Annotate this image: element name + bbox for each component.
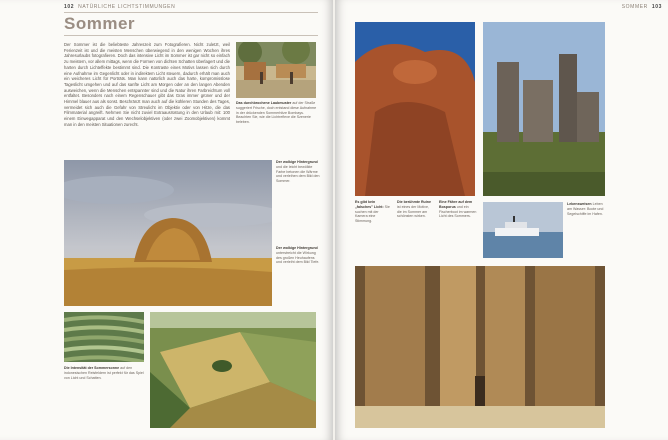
castle-photo [483,22,605,196]
right-page [335,0,668,440]
top-rule [64,12,318,13]
terraces-caption [64,366,146,380]
title-rule [64,35,318,36]
street-caption-text: auf der Straße suggeriert Frische, doch entstand diese Aufnahme in der drückenden Sommerhitze Bombays. Beachten Sie, wie die Lichtreflexe die Szenerie beleben. [236,101,317,125]
ships-caption-title: Lebensweisen [567,202,592,206]
temple-photo [355,266,605,428]
haystack-caption [276,160,320,184]
rock-caption-title: Es gibt kein „falsches" Licht: [355,200,384,209]
haystack-caption-2 [276,246,320,265]
fields-photo [150,312,316,428]
haystack-caption-text: und die leicht bewölkte Farbe betonen die Wärme und verleihen dem Bild den Sommer. [276,164,320,184]
ships-caption [567,202,605,216]
haystack-caption-2-title: Der wolkige Hintergrund [276,246,318,250]
street-caption [236,101,318,125]
haystack-caption-2-text: unterstreicht die Wirkung des großen Heuhaufens und verleiht dem Bild Tiefe. [276,250,320,265]
left-page [0,0,333,440]
boat-caption-text: und ein Fischerboot im warmen Licht des Sommers. [439,204,477,219]
right-running-head-text: SOMMER [621,4,648,10]
boat-caption-title: Eine Fähre auf dem Bosporus [439,200,473,209]
haystack-photo [64,160,272,306]
body-text: Der Sommer ist die beliebteste Jahreszeit zum Fotografieren. Nicht zuletzt, weil Ferienzeit ist und die meisten Menschen überwiegend in den wenigen Wochen ihres Jahresurlaubs fotografieren. Doch das intensive Licht im Sommer ist gar nicht so einfach zu meistern, vor allem mittags, wenn die Formen von dichten Schatten überlagert und die harten durch Lichteffekte bestimmt sind. Die Kontraste eines Motivs lassen sich durch eine Aufnahme im Gegenlicht oder in indirektem Licht steuern, dadurch erhält man auch ein weicheres Licht für Porträts. Man kann natürlich auch das harte, kompromisslose Tageslicht umgehen und auf das sanfte Licht am Morgen oder an den langen Abenden ausweichen, wenn die Menschen entspannter sind und die Natur ihren Farbreichtum voll entfaltet. Besonders nach einem Regenschauer gibt das Gras immer grüner und der Himmel blauer aus als sonst. Beschränzt man auch auf die kühleren Stunden des Tages, vermeidet sich auch die Gefahr von Streulicht im Objektiv oder von Hitze, die das Filmmaterial angreift. Nehmen Sie nicht zuviel Extraausrüstung in den Urlaub mit: 100 einem Einwegapparat und den Wechselobjektiven (oder zwei Zoomobjektiven) kommt man in den meisten Situationen zurecht. [64,42,230,127]
castle-caption-title: Die berühmte Ruine [397,200,431,204]
boat-caption [439,200,477,219]
terraces-photo [64,312,144,362]
right-page-number: 103 [651,4,662,10]
haystack-caption-title: Der wolkige Hintergrund [276,160,318,164]
right-running-head [622,4,662,10]
boat-photo [483,202,563,258]
left-page-number: 102 [64,4,75,10]
terraces-caption-text: auf den indonesischen Reisfeldern ist perfekt für das Spiel von Licht und Schatten. [64,366,144,380]
rock-photo [355,22,475,196]
street-caption-title: Das durchbrochene Laubmuster [236,101,292,105]
street-photo [236,42,316,98]
left-running-head-text: NATÜRLICHE LICHTSTIMMUNGEN [78,4,176,10]
ships-caption-text: Leben am Wasser: Boote und Segelschiffe im Hafen. [567,202,604,216]
terraces-caption-title: Die Intensität der Sommersonne [64,366,120,370]
rock-caption-text: Sie suchen mit der Kamera eine Stimmung. [355,204,390,224]
page-title: Sommer [64,14,136,33]
castle-caption-text: ist eines der Motive, die im Sommer am schönsten wirken. [397,204,429,219]
castle-caption [397,200,433,219]
rock-caption [355,200,391,224]
left-running-head [64,4,175,10]
